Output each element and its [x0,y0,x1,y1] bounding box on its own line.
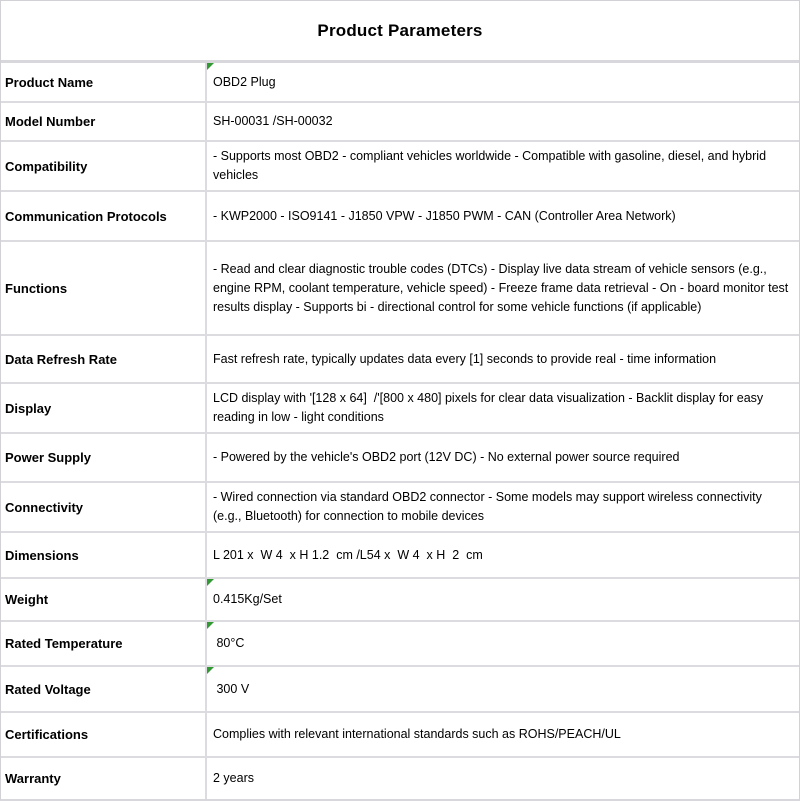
table-body [1,63,799,799]
row-value-cell [207,336,799,382]
row-label: Functions [1,242,207,334]
table-row [1,713,799,758]
row-value: Complies with relevant international standards such as ROHS/PEACH/UL [213,727,621,741]
table-row [1,622,799,667]
table-row [1,579,799,622]
table-row [1,667,799,713]
row-label: Certifications [1,713,207,756]
row-value: 300 V [213,681,250,696]
table-row [1,242,799,336]
row-value: - Wired connection via standard OBD2 connector - Some models may support wireless connectivity (e.g., Bluetooth) for connection to mobile devices [213,490,766,523]
row-label: Rated Temperature [1,622,207,665]
row-value-cell [207,63,799,101]
row-label: Display [1,384,207,432]
row-label: Connectivity [1,483,207,531]
row-value: Fast refresh rate, typically updates data every [1] seconds to provide real - time information [213,351,717,366]
row-value: SH-00031 /SH-00032 [213,114,333,128]
row-value-cell [207,713,799,756]
row-value: OBD2 Plug [213,74,276,89]
row-value-cell [207,434,799,481]
row-value: 2 years [213,771,254,785]
row-value-cell [207,667,799,711]
row-value: - Powered by the vehicle's OBD2 port (12V DC) - No external power source required [213,450,680,464]
row-value: L 201 x W 4 x H 1.2 cm /L54 x W 4 x H 2 cm [213,547,483,562]
row-value: 0.415Kg/Set [213,592,282,606]
row-label: Communication Protocols [1,192,207,240]
row-label: Model Number [1,103,207,140]
cell-corner-marker-icon [207,667,214,674]
table-row [1,142,799,192]
table-row [1,336,799,384]
row-label: Compatibility [1,142,207,190]
table-row [1,192,799,242]
row-label: Power Supply [1,434,207,481]
row-value-cell [207,242,799,334]
row-label: Rated Voltage [1,667,207,711]
row-value-cell [207,533,799,577]
row-value-cell [207,142,799,190]
table-row [1,758,799,799]
table-row [1,434,799,483]
row-value-cell [207,192,799,240]
table-row [1,103,799,142]
row-value-cell [207,579,799,620]
row-value: - Supports most OBD2 - compliant vehicles worldwide - Compatible with gasoline, diesel, and hybrid vehicles [213,149,770,182]
row-value: - Read and clear diagnostic trouble codes (DTCs) - Display live data stream of vehicle sensors (e.g., engine RPM, coolant temperature, vehicle speed) - Freeze frame data retrieval - On - board monitor test results display - Supports bi - directional control for some vehicle functions (if applicable) [213,261,792,314]
row-value-cell [207,622,799,665]
table-title: Product Parameters [1,1,799,63]
row-label: Data Refresh Rate [1,336,207,382]
row-label: Product Name [1,63,207,101]
row-value-cell [207,483,799,531]
cell-corner-marker-icon [207,622,214,629]
row-value-cell [207,384,799,432]
row-value: LCD display with '[128 x 64] /'[800 x 480] pixels for clear data visualization - Backlit display for easy reading in low - light conditions [213,391,767,424]
row-label: Warranty [1,758,207,799]
row-value: - KWP2000 - ISO9141 - J1850 VPW - J1850 PWM - CAN (Controller Area Network) [213,208,676,223]
cell-corner-marker-icon [207,579,214,586]
row-value-cell [207,103,799,140]
row-value-cell [207,758,799,799]
row-label: Weight [1,579,207,620]
row-value: 80°C [213,636,245,650]
table-row [1,533,799,579]
table-row [1,384,799,434]
table-row [1,63,799,103]
cell-corner-marker-icon [207,63,214,70]
row-label: Dimensions [1,533,207,577]
table-row [1,483,799,533]
